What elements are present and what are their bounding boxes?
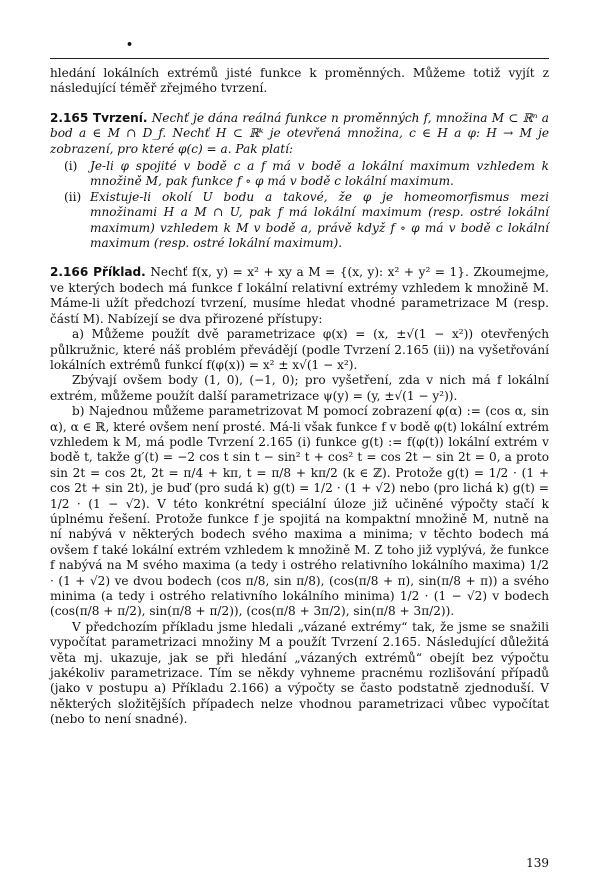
item-text: Existuje-li okolí U bodu a takové, že φ je homeomorfismus mezi množinami H a M ∩ U, pak f má lokální maximum (resp. ostré lokální maximum) vzhledem k M v bodě a, právě když f ∘ φ má v bodě c lokální maximum (resp. ostré lokální maximum). xyxy=(90,189,549,251)
intro-paragraph: hledání lokálních extrémů jisté funkce k proměnných. Můžeme totiž vyjít z následující téměř zřejmého tvrzení. xyxy=(50,66,549,96)
example-remaining-points: Zbývají ovšem body (1, 0), (−1, 0); pro vyšetření, zda v nich má f lokální extrém, můžeme použít další parametrizace ψ(y) = (y, ±√(1 − y²)). xyxy=(50,373,549,403)
item-label: (i) xyxy=(64,159,78,174)
running-header-mark: • xyxy=(126,38,134,51)
example-heading: 2.166 Příklad. xyxy=(50,265,146,280)
page-number: 139 xyxy=(526,856,549,870)
theorem-item xyxy=(50,159,549,190)
example-approach-b: b) Najednou můžeme parametrizovat M pomocí zobrazení φ(α) := (cos α, sin α), α ∈ ℝ, které ovšem není prosté. Má-li však funkce f v bodě φ(t) lokální extrém vzhledem k M, má podle Tvrzení 2.165 (i) funkce g(t) := f(φ(t)) lokální extrém v bodě t, takže g′(t) = −2 cos t sin t − sin² t + cos² t = cos 2t − sin 2t = 0, a proto sin 2t = cos 2t, 2t = π/4 + kπ, t = π/8 + kπ/2 (k ∈ ℤ). Protože g(t) = 1/2 · (1 + cos 2t + sin 2t), je buď (pro sudá k) g(t) = 1/2 · (1 + √2) nebo (pro lichá k) g(t) = 1/2 · (1 − √2). V této konkrétní speciální úloze již učiněné výpočty stačí k úplnému řešení. Protože funkce f je spojitá na kompaktní množině M, nutně na ní nabývá v některých bodech svého maxima a minima; v těchto bodech má ovšem f také lokální extrém vzhledem k množině M. Z toho již vyplývá, že funkce f nabývá na M svého maxima (a tedy i ostrého relativního lokálního maxima) 1/2 · (1 + √2) ve dvou bodech (cos π/8, sin π/8), (cos(π/8 + π), sin(π/8 + π)) a svého minima (a tedy i ostrého relativního lokálního minima) 1/2 · (1 − √2) v bodech (cos(π/8 + π/2), sin(π/8 + π/2)), (cos(π/8 + 3π/2), sin(π/8 + 3π/2)). xyxy=(50,404,549,619)
example-approach-a: a) Můžeme použít dvě parametrizace φ(x) = (x, ±√(1 − x²)) otevřených půlkružnic, které náš problém převádějí (podle Tvrzení 2.165 (ii)) na vyšetřování lokálních extrémů funkcí f(φ(x)) = x² ± x√(1 − x²). xyxy=(50,327,549,372)
theorem-statement: Nechť je dána reálná funkce n proměnných f, množina M ⊂ ℝⁿ a bod a ∈ M ∩ D_f. Nechť H ⊂ ℝᵏ je otevřená množina, c ∈ H a φ: H → M je zobrazení, pro které φ(c) = a. Pak platí: xyxy=(50,110,549,156)
theorem-item xyxy=(50,190,549,252)
example-2-166 xyxy=(50,265,549,619)
theorem-heading: 2.165 Tvrzení. xyxy=(50,110,148,125)
page-body xyxy=(50,66,549,728)
header-rule xyxy=(50,58,549,59)
theorem-items xyxy=(50,159,549,251)
item-label: (ii) xyxy=(64,189,82,204)
example-intro: Nechť f(x, y) = x² + xy a M = {(x, y): x² + y² = 1}. Zkoumejme, ve kterých bodech má funkce f lokální relativní extrémy vzhledem k množině M. Máme-li užít předchozí tvrzení, musíme hledat vhodné parametrizace M (resp. částí M). Nabízejí se dva přirozené přístupy: xyxy=(50,265,549,326)
closing-paragraph: V předchozím příkladu jsme hledali „vázané extrémy“ tak, že jsme se snažili vypočítat parametrizaci množiny M a použít Tvrzení 2.165. Následující důležitá věta mj. ukazuje, jak se při hledání „vázaných extrémů“ obejít bez výpočtu jakékoliv parametrizace. Tím se někdy vyhneme pracnému rozlišování případů (jako v postupu a) Příkladu 2.166) a výpočty se často podstatně zjednoduší. V některých složitějších případech nelze vhodnou parametrizaci vůbec vypočítat (nebo to není snadné). xyxy=(50,619,549,727)
item-text: Je-li φ spojité v bodě c a f má v bodě a lokální maximum vzhledem k množině M, pak funkce f ∘ φ má v bodě c lokální maximum. xyxy=(90,159,549,189)
theorem-2-165 xyxy=(50,111,549,252)
